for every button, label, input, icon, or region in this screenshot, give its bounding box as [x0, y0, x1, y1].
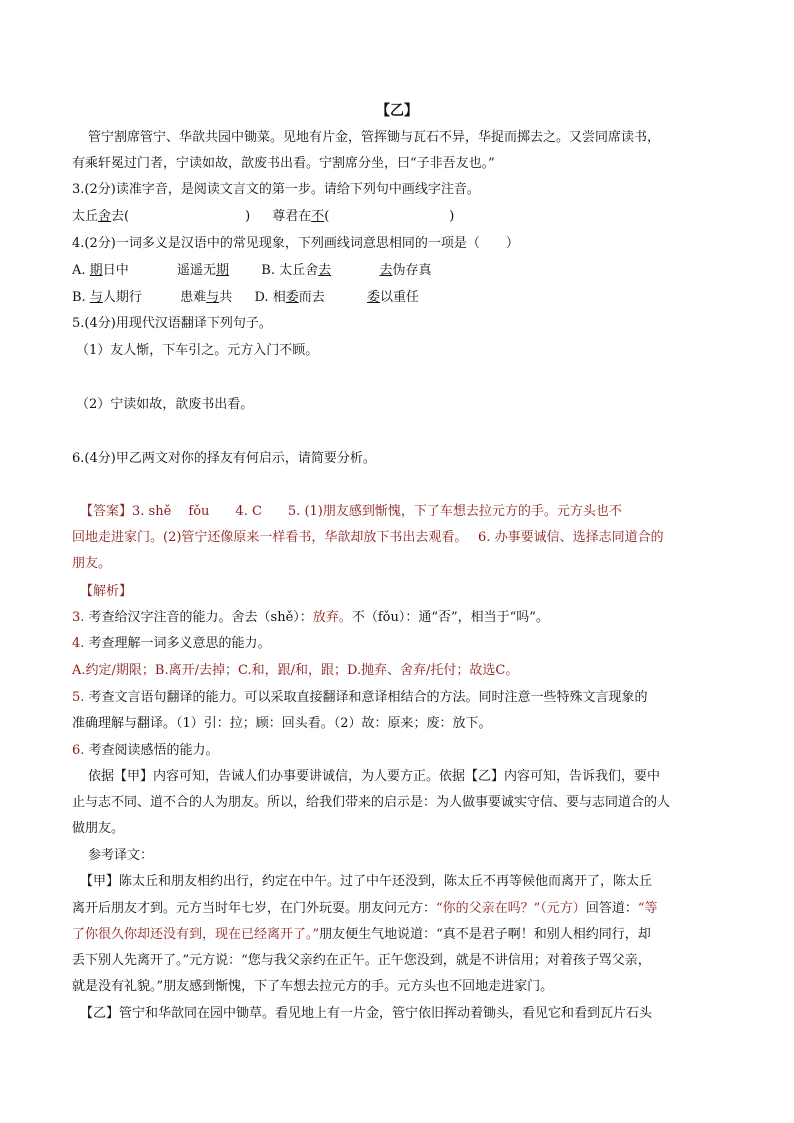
- question-5-sentence-1: （1）友人惭，下车引之。元方入门不顾。: [76, 343, 319, 358]
- analysis-4-options: A.约定/期限；B.离开/去掉；C.和，跟/和，跟；D.抛弃、舍弃/托付；故选C。: [72, 663, 519, 678]
- q3-item2-close: ): [449, 209, 455, 224]
- reference-jia-line-4: 丢下别人先离开了。”元方说：“您与我父亲约在正午。正午您没到，就是不讲信用；对着孩子骂父亲，: [72, 953, 651, 968]
- reference-jia-line-3: [72, 926, 651, 944]
- analysis-5-line-2: 准确理解与翻译。（1）引：拉；顾：回头看。（2）故：原来；废：放下。: [72, 716, 492, 731]
- option-b1-underlined: 去: [318, 263, 332, 278]
- option-a2-underlined: 期: [216, 263, 230, 278]
- question-6-stem: 6.(4分)甲乙两文对你的择友有何启示，请简要分析。: [72, 451, 376, 466]
- question-4-stem: 4.(2分)一词多义是汉语中的常见现象，下列画线词意思相同的一项是（ ）: [72, 236, 519, 251]
- analysis-label: 【解析】: [80, 584, 133, 599]
- option-d-label: D.: [254, 290, 269, 305]
- ref-jia-3-quote: 了你很久你却还没有到，现在已经离开了。”: [72, 927, 320, 942]
- option-c1-underlined: 与: [89, 290, 103, 305]
- analysis-6-text: 考查阅读感悟的能力。: [88, 743, 219, 758]
- analysis-3-highlight: 放弃。: [312, 610, 352, 625]
- question-4-options-cd: [72, 289, 419, 307]
- reference-jia-line-2: [72, 900, 657, 918]
- option-a1-rest: 日中: [102, 263, 129, 278]
- answer-line-3: 朋友。: [72, 556, 112, 571]
- option-a-label: A.: [72, 263, 86, 278]
- analysis-4-number: 4.: [72, 636, 85, 651]
- question-3-stem: 3.(2分)读准字音，是阅读文言文的第一步。请给下列句中画线字注音。: [72, 182, 480, 197]
- q3-item2-text: 尊君在: [272, 209, 312, 224]
- question-5-stem: 5.(4分)用现代汉语翻译下列句子。: [72, 316, 272, 331]
- q3-item1-open: 去(: [111, 209, 130, 224]
- analysis-6-number: 6.: [72, 743, 85, 758]
- question-5-sentence-2: （2）宁读如故，歆废书出看。: [76, 397, 254, 412]
- analysis-3-number: 3.: [72, 610, 85, 625]
- option-a2-pre: 遥遥无: [176, 263, 216, 278]
- q3-item1-text: 太丘: [72, 209, 99, 224]
- option-b-label: B.: [261, 263, 275, 278]
- yi-text-line-1: 管宁割席管宁、华歆共园中锄菜。见地有片金，管挥锄与瓦石不异，华捉而掷去之。又尝同席读书，: [88, 130, 661, 145]
- ref-jia-2-quote-2: “等: [637, 901, 658, 916]
- option-c1-rest: 人期行: [102, 290, 142, 305]
- reference-yi-line-1: 【乙】管宁和华歆同在园中锄草。看见地上有一片金，管宁依旧挥动着锄头，看见它和看到瓦片石头: [80, 1006, 653, 1021]
- option-d1-rest: 而去: [298, 290, 325, 305]
- reference-jia-line-5: 就是没有礼貌。”朋友感到惭愧，下了车想去拉元方的手。元方头也不回地走进家门。: [72, 979, 554, 994]
- option-d2-rest: 以重任: [380, 290, 420, 305]
- analysis-3-text-2: 不（fǒu）：通“否”，相当于“吗”。: [351, 610, 549, 625]
- analysis-6-para-2: 止与志不同、道不合的人为朋友。所以，给我们带来的启示是：为人做事要诚实守信、要与志同道合的人: [72, 795, 671, 810]
- ref-jia-2-quote: “你的父亲在吗？”（元方）: [436, 901, 586, 916]
- option-c2-rest: 共: [219, 290, 233, 305]
- reference-jia-line-1: 【甲】陈太丘和朋友相约出行，约定在中午。过了中午还没到，陈太丘不再等候他而离开了，陈太丘: [80, 874, 653, 889]
- reference-label: 参考译文：: [88, 848, 154, 863]
- option-d1-pre: 相: [272, 290, 286, 305]
- analysis-5-number: 5.: [72, 690, 85, 705]
- question-4-options-ab: [72, 262, 431, 280]
- q3-item2-underlined: 不: [311, 209, 325, 224]
- analysis-6-para-3: 做朋友。: [72, 821, 125, 836]
- answer-line-2: 回地走进家门。(2)管宁还像原来一样看书，华歆却放下书出去观看。 6. 办事要诚信、选择志同道合的: [72, 530, 664, 545]
- option-b2-underlined: 去: [379, 263, 393, 278]
- analysis-4: [72, 635, 271, 653]
- section-title: 【乙】: [376, 103, 418, 119]
- option-d1-underlined: 委: [285, 290, 299, 305]
- ref-jia-3-text: 朋友便生气地说道：“真不是君子啊！和别人相约同行，却: [319, 927, 651, 942]
- ref-jia-2-text: 离开后朋友才到。元方当时年七岁，在门外玩耍。朋友问元方：: [72, 901, 437, 916]
- q3-item1-underlined: 舍: [98, 209, 112, 224]
- q3-item2-open: (: [324, 209, 330, 224]
- analysis-6-para-1: 依据【甲】内容可知，告诫人们办事要讲诚信，为人要方正。依据【乙】内容可知，告诉我们，要中: [88, 769, 661, 784]
- option-c-label: B.: [72, 290, 86, 305]
- option-c2-underlined: 与: [206, 290, 220, 305]
- answer-label: 【答案】: [80, 504, 133, 519]
- q3-item1-close: ): [245, 209, 251, 224]
- analysis-3-text: 考查给汉字注音的能力。舍去（shě）：: [88, 610, 313, 625]
- analysis-6: [72, 742, 219, 760]
- option-b1-pre: 太丘舍: [279, 263, 319, 278]
- analysis-5-line-1: [72, 689, 648, 707]
- option-a1-underlined: 期: [89, 263, 103, 278]
- analysis-4-text: 考查理解一词多义意思的能力。: [88, 636, 271, 651]
- yi-text-line-2: 有乘轩冕过门者，宁读如故，歆废书出看。宁割席分坐，曰“子非吾友也。”: [72, 156, 495, 171]
- answer-text-1: 3. shě fǒu 4. C 5. (1)朋友感到惭愧，下了车想去拉元方的手。元方头也不: [132, 504, 622, 519]
- option-d2-underlined: 委: [367, 290, 381, 305]
- analysis-5-text: 考查文言语句翻译的能力。可以采取直接翻译和意译相结合的方法。同时注意一些特殊文言现象的: [88, 690, 648, 705]
- option-b2-rest: 伪存真: [392, 263, 432, 278]
- analysis-3: [72, 609, 549, 627]
- ref-jia-2-text-b: 回答道：: [585, 901, 638, 916]
- option-c2-pre: 患难: [180, 290, 207, 305]
- answer-line-1: [80, 503, 622, 521]
- question-3-items: [72, 208, 454, 226]
